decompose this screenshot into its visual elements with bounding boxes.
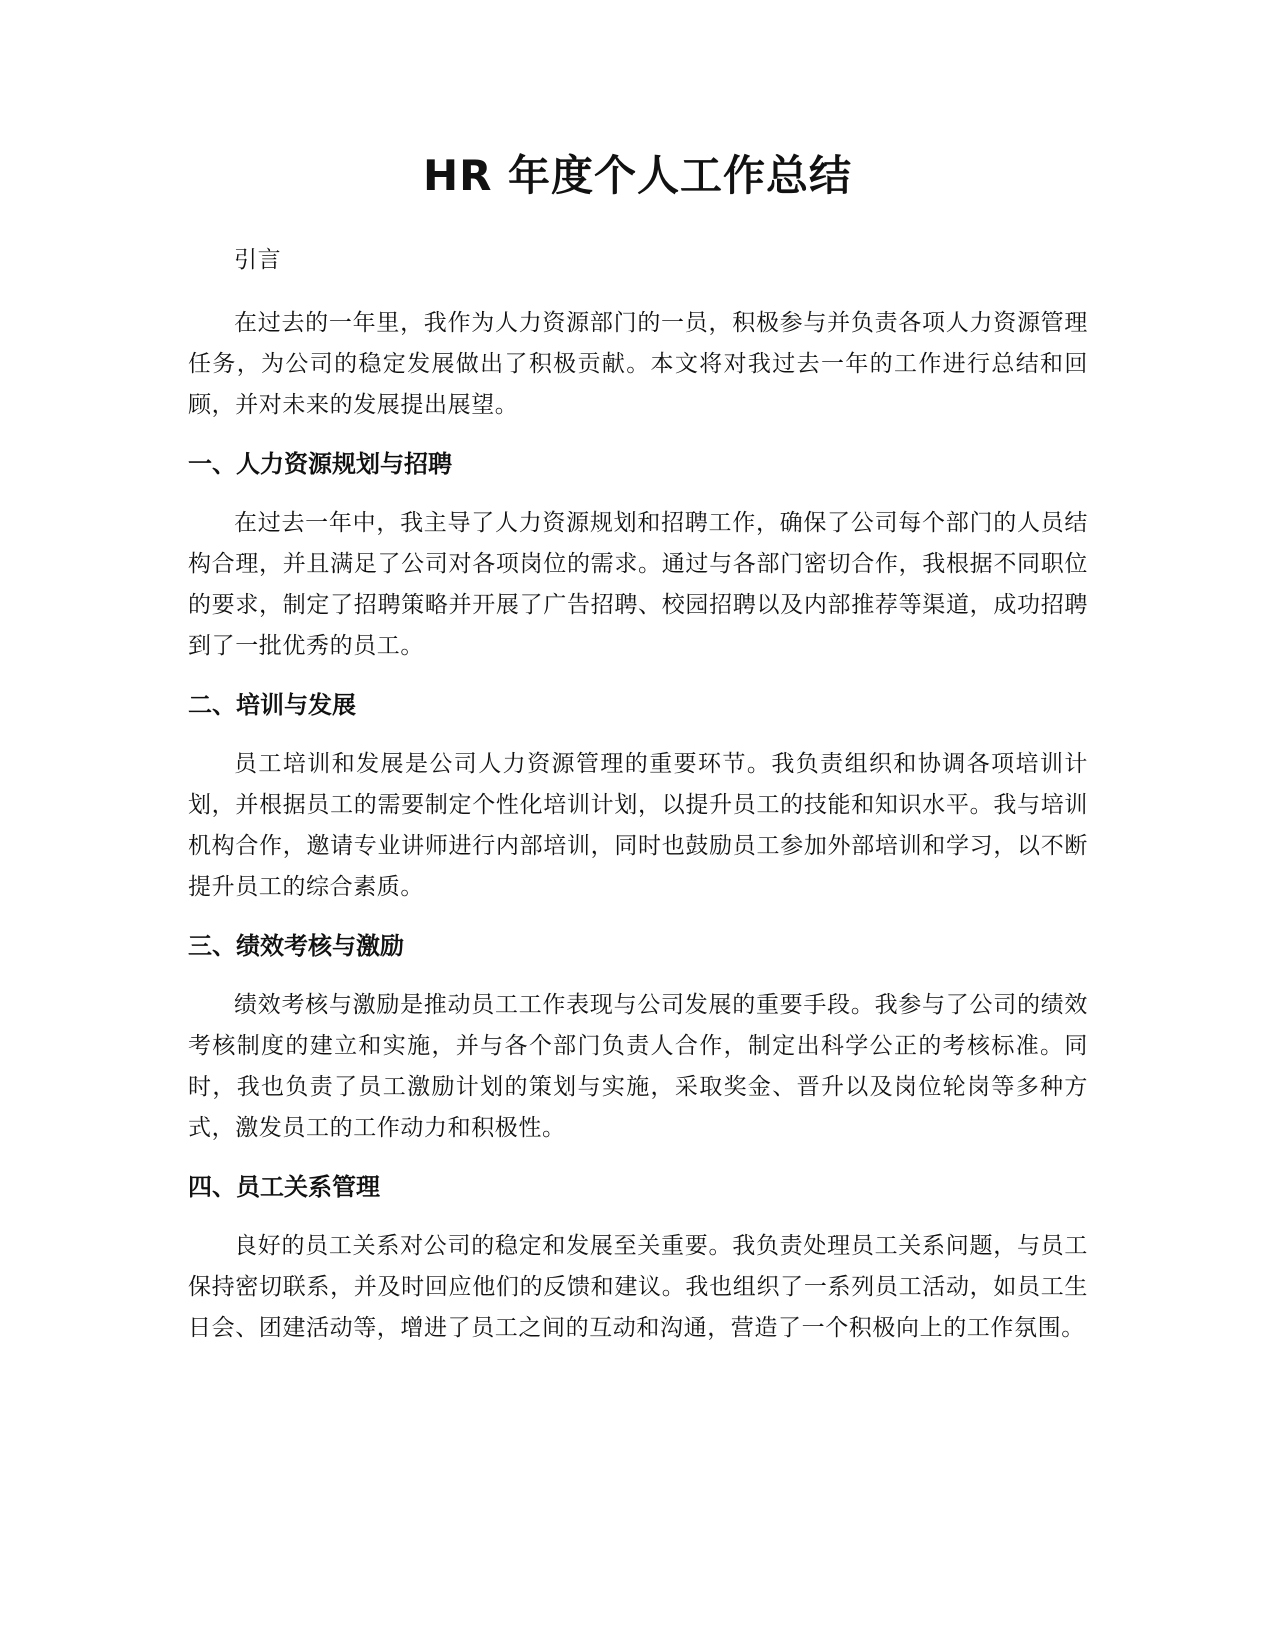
intro-label: 引言 <box>234 247 282 273</box>
section-body-planning-recruitment: 在过去一年中，我主导了人力资源规划和招聘工作，确保了公司每个部门的人员结构合理，并且满足了公司对各项岗位的需求。通过与各部门密切合作，我根据不同职位的要求，制定了招聘策略并开展了广告招聘、校园招聘以及内部推荐等渠道，成功招聘到了一批优秀的员工。 <box>188 510 1088 659</box>
intro-paragraph: 在过去的一年里，我作为人力资源部门的一员，积极参与并负责各项人力资源管理任务，为公司的稳定发展做出了积极贡献。本文将对我过去一年的工作进行总结和回顾，并对未来的发展提出展望。 <box>188 310 1088 418</box>
section-body-training-development: 员工培训和发展是公司人力资源管理的重要环节。我负责组织和协调各项培训计划，并根据员工的需要制定个性化培训计划，以提升员工的技能和知识水平。我与培训机构合作，邀请专业讲师进行内部培训，同时也鼓励员工参加外部培训和学习，以不断提升员工的综合素质。 <box>188 751 1088 900</box>
section-heading-training-development: 二、培训与发展 <box>188 691 356 719</box>
section-body-employee-relations: 良好的员工关系对公司的稳定和发展至关重要。我负责处理员工关系问题，与员工保持密切联系，并及时回应他们的反馈和建议。我也组织了一系列员工活动，如员工生日会、团建活动等，增进了员工之间的互动和沟通，营造了一个积极向上的工作氛围。 <box>188 1233 1088 1341</box>
section-body-performance-incentives: 绩效考核与激励是推动员工工作表现与公司发展的重要手段。我参与了公司的绩效考核制度的建立和实施，并与各个部门负责人合作，制定出科学公正的考核标准。同时，我也负责了员工激励计划的策划与实施，采取奖金、晋升以及岗位轮岗等多种方式，激发员工的工作动力和积极性。 <box>188 992 1088 1141</box>
section-heading-planning-recruitment: 一、人力资源规划与招聘 <box>188 450 452 478</box>
document-body <box>188 240 1088 1370</box>
document-title: HR 年度个人工作总结 <box>422 151 853 200</box>
section-heading-employee-relations: 四、员工关系管理 <box>188 1173 380 1201</box>
section-heading-performance-incentives: 三、绩效考核与激励 <box>188 932 404 960</box>
